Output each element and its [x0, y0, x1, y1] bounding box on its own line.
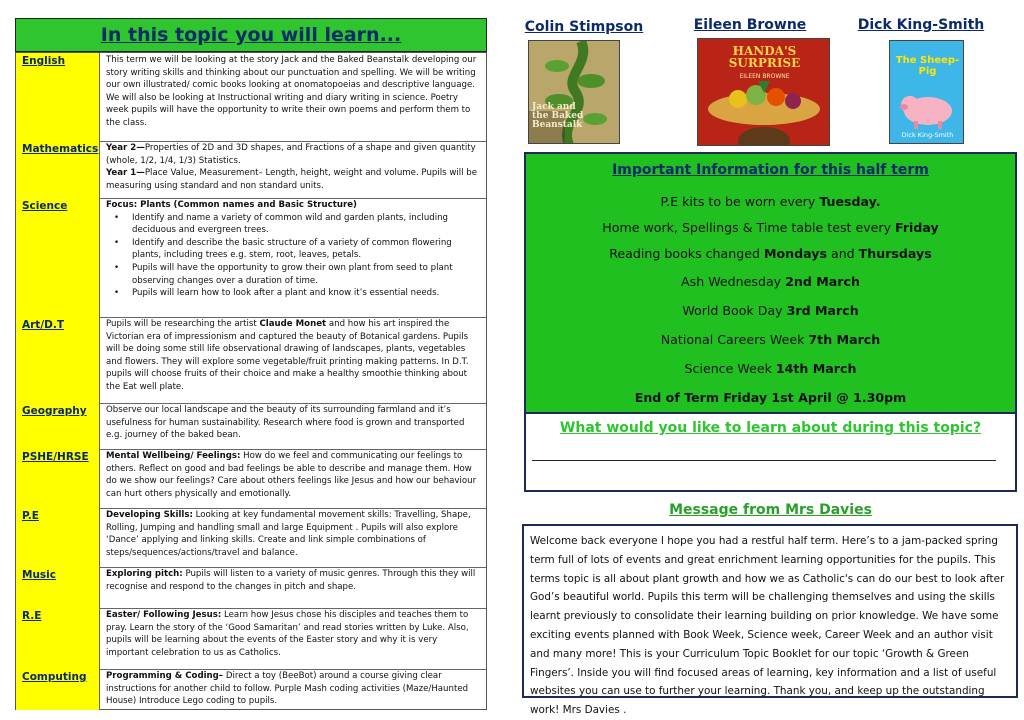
book-title: The Sheep-Pig — [895, 55, 960, 77]
info-line-ash-wednesday — [526, 274, 1015, 289]
table-row-science — [16, 198, 486, 318]
subject-label: English — [16, 53, 100, 141]
topic-title: In this topic you will learn... — [15, 18, 487, 52]
book-cover-jack-baked-beanstalk — [528, 40, 620, 144]
important-info-heading: Important Information for this half term — [612, 162, 929, 178]
info-line-careers-week — [526, 332, 1015, 347]
fruit-basket-illustration — [698, 81, 830, 146]
subject-description — [100, 508, 486, 567]
table-row-mathematics — [16, 141, 486, 199]
year1-label: Year 1— — [106, 168, 145, 179]
subject-description: This term we will be looking at the story Jack and the Baked Beanstalk developing our story writing skills and thinking about our punctuation and spelling. We will be writing our own illustrated/ comic books looking at onomatopoeias and descriptive language. We will also be looking at Instructional writing and diary writing in science. Poetry week pupils will have the opportunity to write their own poems and perform them to the class. — [106, 55, 477, 128]
re-text: Learn how Jesus chose his disciples and teaches them to pray. Learn the story of the ‘Good Samaritan’ and read stories written by Luke. Also, pupils will be learning about the events of the Easter story and why it is very important celebration to us as Catholics. — [106, 610, 469, 658]
subject-label: PSHE/HRSE — [16, 449, 100, 508]
message-heading: Message from Mrs Davies — [669, 502, 872, 518]
info-text: P.E kits to be worn every — [660, 194, 820, 209]
answer-write-line — [532, 460, 996, 461]
subject-label: Computing — [16, 669, 100, 710]
info-highlight: Tuesday. — [819, 194, 881, 209]
info-line-world-book-day — [526, 303, 1015, 318]
subject-description — [100, 567, 486, 608]
table-row-art-dt — [16, 317, 486, 404]
subject-label: Science — [16, 198, 100, 317]
table-row-pshe-hrse — [16, 449, 486, 509]
science-focus: Focus: Plants (Common names and Basic Structure) — [106, 200, 357, 210]
subject-description — [100, 608, 486, 669]
subject-label: Art/D.T — [16, 317, 100, 403]
pshe-text: How do we feel and communicating our feelings to others. Reflect on good and bad feelings be able to describe and manage them. How do we show our feelings? Care about others feelings like Jesus and how our behaviour can hurt others physically and emotionally. — [106, 451, 477, 499]
book-cover-the-sheep-pig — [889, 40, 964, 144]
info-highlight: 14th March — [775, 361, 857, 376]
subject-label: P.E — [16, 508, 100, 567]
pig-illustration — [898, 85, 958, 129]
pe-label: Developing Skills: — [106, 510, 193, 520]
subject-label: Music — [16, 567, 100, 608]
science-bullet-list — [106, 212, 482, 300]
info-text: Ash Wednesday — [681, 274, 786, 289]
book-cover-handas-surprise — [697, 38, 830, 146]
table-row-computing — [16, 669, 486, 710]
info-highlight: 7th March — [808, 332, 881, 347]
table-row-geography — [16, 403, 486, 450]
book-author: EILEEN BROWNE — [739, 73, 790, 80]
learn-question-heading: What would you like to learn about during this topic? — [559, 420, 982, 436]
message-box: Welcome back everyone I hope you had a restful half term. Here’s to a jam-packed spring term full of lots of events and great enrichment learning opportunities for the pupils. This terms topic is all about plant growth and how we as Catholic's can do our best to look after God’s beautiful world. Pupils this term will be challenging themselves and using the skills learnt previously to consolidate their learning building on prior knowledge. We have some exciting events planned with Book Week, Science week, Career Week and an author visit and many more! This is your Curriculum Topic Booklet for our topic ‘Growth & Green Fingers’. Inside you will find focused areas of learning, key information and a list of useful websites you can use to further your learning. Thank you, and keep up the outstanding work! Mrs Davies . — [522, 524, 1018, 698]
art-text-b: and how his art inspired the Victorian era of impressionism and captured the beauty of Botanical gardens. Pupils will be doing some still life observational drawing of landscapes, plants, vegetables and flowers. They will explore some vegetable/fruit printing making patterns. In D.T. pupils will choose fruits of their choice and make a healthy smoothie thinking about the Eat well plate. — [106, 319, 469, 392]
year1-text: Place Value, Measurement– Length, height, weight and volume. Pupils will be measuring using standard and non standard units. — [106, 168, 477, 191]
info-text: World Book Day — [682, 303, 787, 318]
info-line-reading-books — [526, 246, 1015, 261]
important-info-box — [524, 152, 1017, 492]
subject-label: Geography — [16, 403, 100, 449]
author-name-colin-stimpson: Colin Stimpson — [524, 19, 644, 35]
info-line-science-week — [526, 361, 1015, 376]
music-text: Pupils will listen to a variety of music genres. Through this they will recognise and respond to the changes in pitch and shape. — [106, 569, 476, 592]
computing-text: Direct a toy (BeeBot) around a course giving clear instructions for another child to follow. Purple Mash coding activities (Maze/Haunted House) Introduce Lego coding to pupils. — [106, 671, 469, 707]
important-info-panel — [526, 154, 1015, 414]
subject-description — [100, 198, 486, 317]
pe-text: Looking at key fundamental movement skills: Travelling, Shape, Rolling, Jumping and handling small and large Equipment . Pupils will also explore ‘Dance’ applying and linking skills. Create and link simple combinations of steps/sequences/actions/travel and balance. — [106, 510, 471, 558]
subject-description — [100, 317, 486, 403]
info-line-pe-kits — [526, 194, 1015, 209]
info-highlight: Thursdays — [858, 246, 932, 261]
info-highlight: 2nd March — [785, 274, 860, 289]
subject-description — [100, 669, 486, 710]
subject-label: Mathematics — [16, 141, 100, 198]
topic-table — [15, 52, 487, 710]
book-title: Jack and the Baked Beanstalk — [532, 102, 584, 130]
table-row-music — [16, 567, 486, 609]
info-highlight: Friday — [895, 220, 939, 235]
music-label: Exploring pitch: — [106, 569, 183, 579]
table-row-re — [16, 608, 486, 670]
info-highlight: End of Term Friday 1st April @ 1.30pm — [634, 390, 907, 405]
re-label: Easter/ Following Jesus: — [106, 610, 222, 620]
info-text: Reading books changed — [609, 246, 764, 261]
info-text: and — [826, 246, 859, 261]
book-title: HANDA'S SURPRISE — [728, 44, 801, 70]
author-name-eileen-browne: Eileen Browne — [693, 17, 807, 33]
year2-label: Year 2— — [106, 143, 145, 153]
list-item: • Pupils will learn how to look after a plant and know it’s essential needs. — [106, 287, 482, 300]
list-item: • Pupils will have the opportunity to grow their own plant from seed to plant observing changes over a duration of time. — [106, 262, 482, 287]
author-name-dick-king-smith: Dick King-Smith — [857, 17, 985, 33]
table-row-pe — [16, 508, 486, 568]
info-line-homework — [526, 220, 1015, 235]
info-highlight: 3rd March — [786, 303, 859, 318]
pshe-label: Mental Wellbeing/ Feelings: — [106, 451, 241, 461]
info-text: Home work, Spellings & Time table test every — [602, 220, 896, 235]
table-row-english — [16, 53, 486, 142]
info-text: National Careers Week — [660, 332, 809, 347]
info-line-end-of-term — [526, 390, 1015, 405]
subject-label: R.E — [16, 608, 100, 669]
book-author: Dick King-Smith — [901, 131, 954, 139]
list-item: • Identify and describe the basic structure of a variety of common flowering plants, including trees e.g. stem, root, leaves, petals. — [106, 237, 482, 262]
info-highlight: Mondays — [763, 246, 827, 261]
art-text-a: Pupils will be researching the artist — [106, 319, 260, 329]
info-text: Science Week — [684, 361, 776, 376]
subject-description: Observe our local landscape and the beauty of its surrounding farmland and it’s usefulness for human sustainability. Research where food is grown and transported e.g. journey of the baked bean. — [106, 405, 465, 441]
subject-description — [100, 449, 486, 508]
subject-description — [100, 141, 486, 198]
list-item: • Identify and name a variety of common wild and garden plants, including deciduous and evergreen trees. — [106, 212, 482, 237]
year2-text: Properties of 2D and 3D shapes, and Fractions of a shape and given quantity (whole, 1/2, 1/4, 1/3) Statistics. — [106, 143, 476, 166]
artist-name: Claude Monet — [259, 319, 327, 329]
computing-label: Programming & Coding– — [106, 671, 224, 681]
